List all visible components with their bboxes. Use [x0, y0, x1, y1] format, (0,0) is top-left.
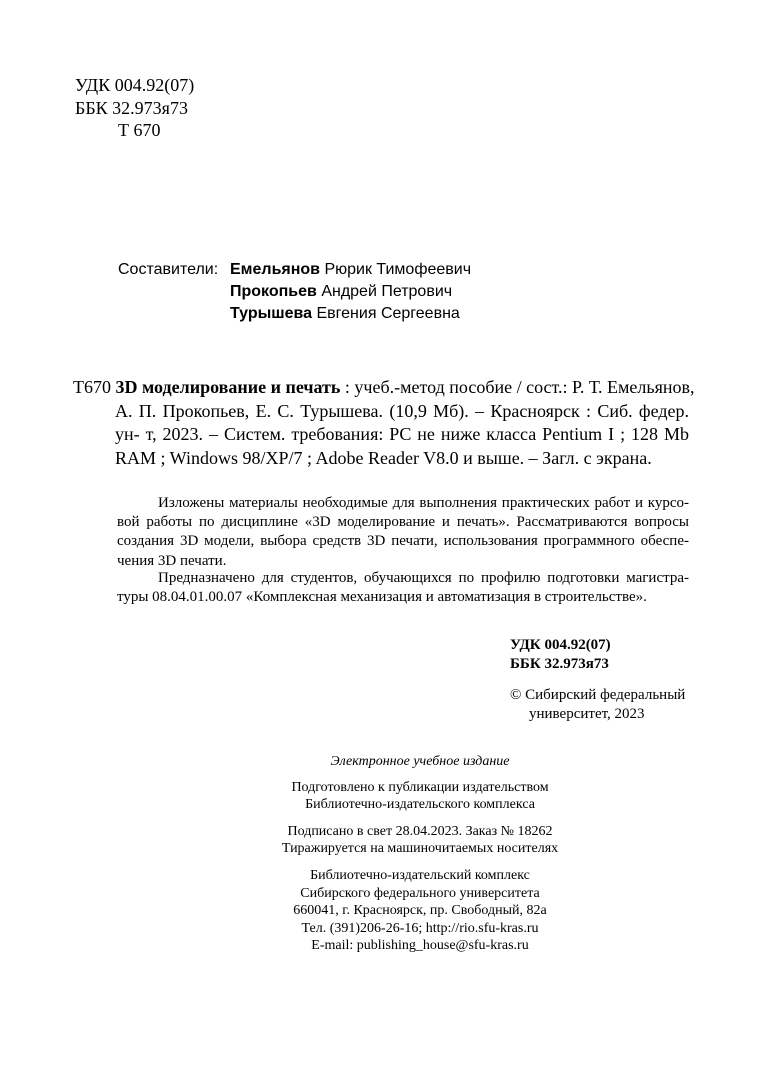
abstract-line: Изложены материалы необходимые для выполнения практических работ и курсо- — [158, 495, 689, 511]
compiler-2-name: Андрей Петрович — [321, 283, 453, 300]
signed-line: Подписано в свет 28.04.2023. Заказ № 18262 — [287, 823, 553, 839]
author-mark: Т 670 — [118, 120, 161, 140]
bbk-code-bold: ББК 32.973я73 — [510, 656, 609, 672]
prepared-line-2: Библиотечно-издательского комплекса — [305, 797, 535, 813]
prepared-line-1: Подготовлено к публикации издательством — [291, 779, 549, 795]
abstract-line: туры 08.04.01.00.07 «Комплексная механизация и автоматизация в строительстве». — [117, 589, 647, 606]
abstract-line: чения 3D печати. — [117, 552, 227, 569]
publisher-line-2: Сибирского федерального университета — [300, 885, 540, 901]
biblio-line-1 — [73, 376, 695, 400]
compiler-2-surname: Прокопьев — [230, 283, 317, 300]
imprint — [230, 753, 610, 955]
biblio-line-2: А. П. Прокопьев, Е. С. Турышева. (10,9 Мб). – Красноярск : Сиб. федер. — [115, 400, 689, 421]
biblio-line-1-rest: : учеб.-метод пособие / сост.: Р. Т. Емельянов, — [340, 377, 695, 397]
abstract-line: вой работы по дисциплине «3D моделирование и печать». Рассматриваются вопросы — [117, 514, 689, 531]
biblio-title: 3D моделирование и печать — [115, 377, 341, 397]
abstract-paragraph-2 — [117, 569, 689, 607]
compiler-1-name: Рюрик Тимофеевич — [324, 261, 472, 278]
biblio-line-4: RAM ; Windows 98/XP/7 ; Adobe Reader V8.0 и выше. – Загл. с экрана. — [115, 447, 652, 468]
publisher-email: E-mail: publishing_house@sfu-kras.ru — [311, 938, 529, 954]
copyright-line-1: © Сибирский федеральный — [510, 687, 686, 703]
publisher-phone: Тел. (391)206-26-16; http://rio.sfu-kras.ru — [301, 920, 539, 936]
bibliographic-record — [73, 376, 695, 470]
compiler-3 — [230, 304, 460, 324]
abstract-paragraph-1 — [117, 494, 689, 571]
compiler-1-surname: Емельянов — [230, 261, 321, 278]
copyright-line-2: университет, 2023 — [529, 706, 645, 722]
abstract-line: Предназначено для студентов, обучающихся по профилю подготовки магистра- — [158, 570, 689, 586]
biblio-code: Т670 — [73, 377, 111, 397]
edition-type: Электронное учебное издание — [330, 754, 510, 769]
compiler-3-name: Евгения Сергеевна — [316, 305, 460, 322]
compiler-1 — [230, 260, 471, 280]
replicated-line: Тиражируется на машиночитаемых носителях — [281, 841, 559, 857]
publisher-line-1: Библиотечно-издательский комплекс — [310, 867, 530, 883]
biblio-line-3: ун- т, 2023. – Систем. требования: PC не ниже класса Pentium I ; 128 Mb — [115, 424, 689, 444]
bbk-code: ББК 32.973я73 — [75, 98, 188, 118]
udk-code: УДК 004.92(07) — [75, 75, 195, 95]
compilers-label: Составители: — [118, 261, 219, 278]
compiler-3-surname: Турышева — [230, 305, 313, 322]
compiler-2 — [230, 282, 452, 302]
udk-code-bold: УДК 004.92(07) — [510, 637, 611, 653]
abstract-line: создания 3D модели, выбора средств 3D печати, использования программного обеспе- — [117, 533, 689, 550]
publisher-address: 660041, г. Красноярск, пр. Свободный, 82а — [293, 903, 547, 919]
